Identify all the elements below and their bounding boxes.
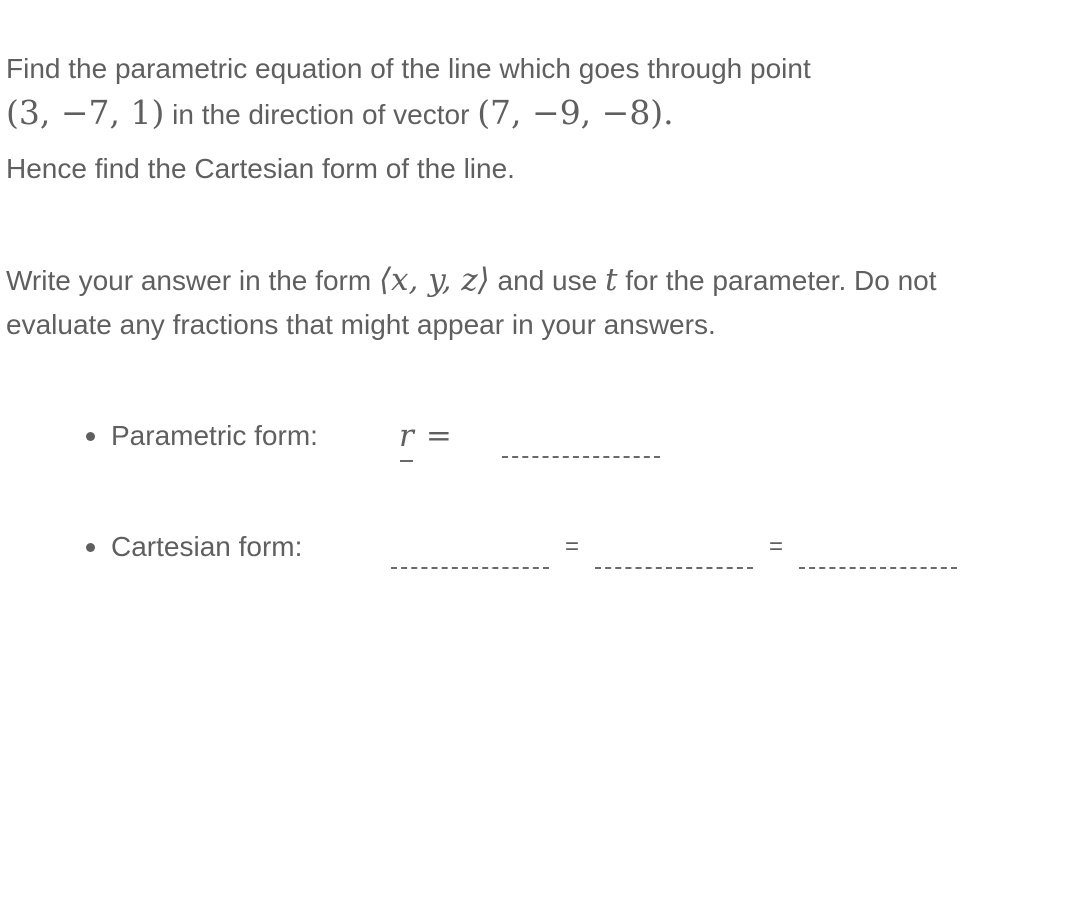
bullet-icon (86, 543, 95, 552)
cartesian-equals-2: = (769, 533, 784, 560)
parametric-form-label: Parametric form: (111, 420, 318, 451)
direction-text: in the direction of vector (164, 99, 478, 130)
parameter-symbol: t (604, 262, 618, 298)
instruction-line-2: evaluate any fractions that might appear in your answers. (6, 309, 716, 340)
question-line-3: Hence find the Cartesian form of the line. (6, 153, 515, 184)
question-line-2 (6, 90, 674, 138)
answer-form-tuple: ⟨x, y, z⟩ (378, 262, 490, 298)
cartesian-answer-blank-z[interactable] (799, 537, 957, 569)
question-page (6, 0, 1072, 910)
cartesian-form-row (86, 527, 957, 567)
parametric-answer-blank[interactable] (502, 426, 660, 458)
direction-vector: (7, −9, −8). (477, 93, 674, 132)
cartesian-answer-blank-y[interactable] (595, 537, 753, 569)
instruction-line-1: Write your answer in the form ⟨x, y, z⟩ and use t for the parameter. Do not (6, 262, 937, 298)
parametric-equals: = (425, 418, 452, 454)
bullet-icon (86, 432, 95, 441)
point-coordinates: (3, −7, 1) (6, 93, 165, 132)
cartesian-answer-blank-x[interactable] (391, 537, 549, 569)
cartesian-equals-1: = (565, 533, 580, 560)
vector-r-symbol: r (399, 418, 414, 454)
question-line-1: Find the parametric equation of the line which goes through point (6, 53, 811, 84)
parametric-form-row (86, 416, 660, 456)
cartesian-form-label: Cartesian form: (111, 531, 303, 562)
